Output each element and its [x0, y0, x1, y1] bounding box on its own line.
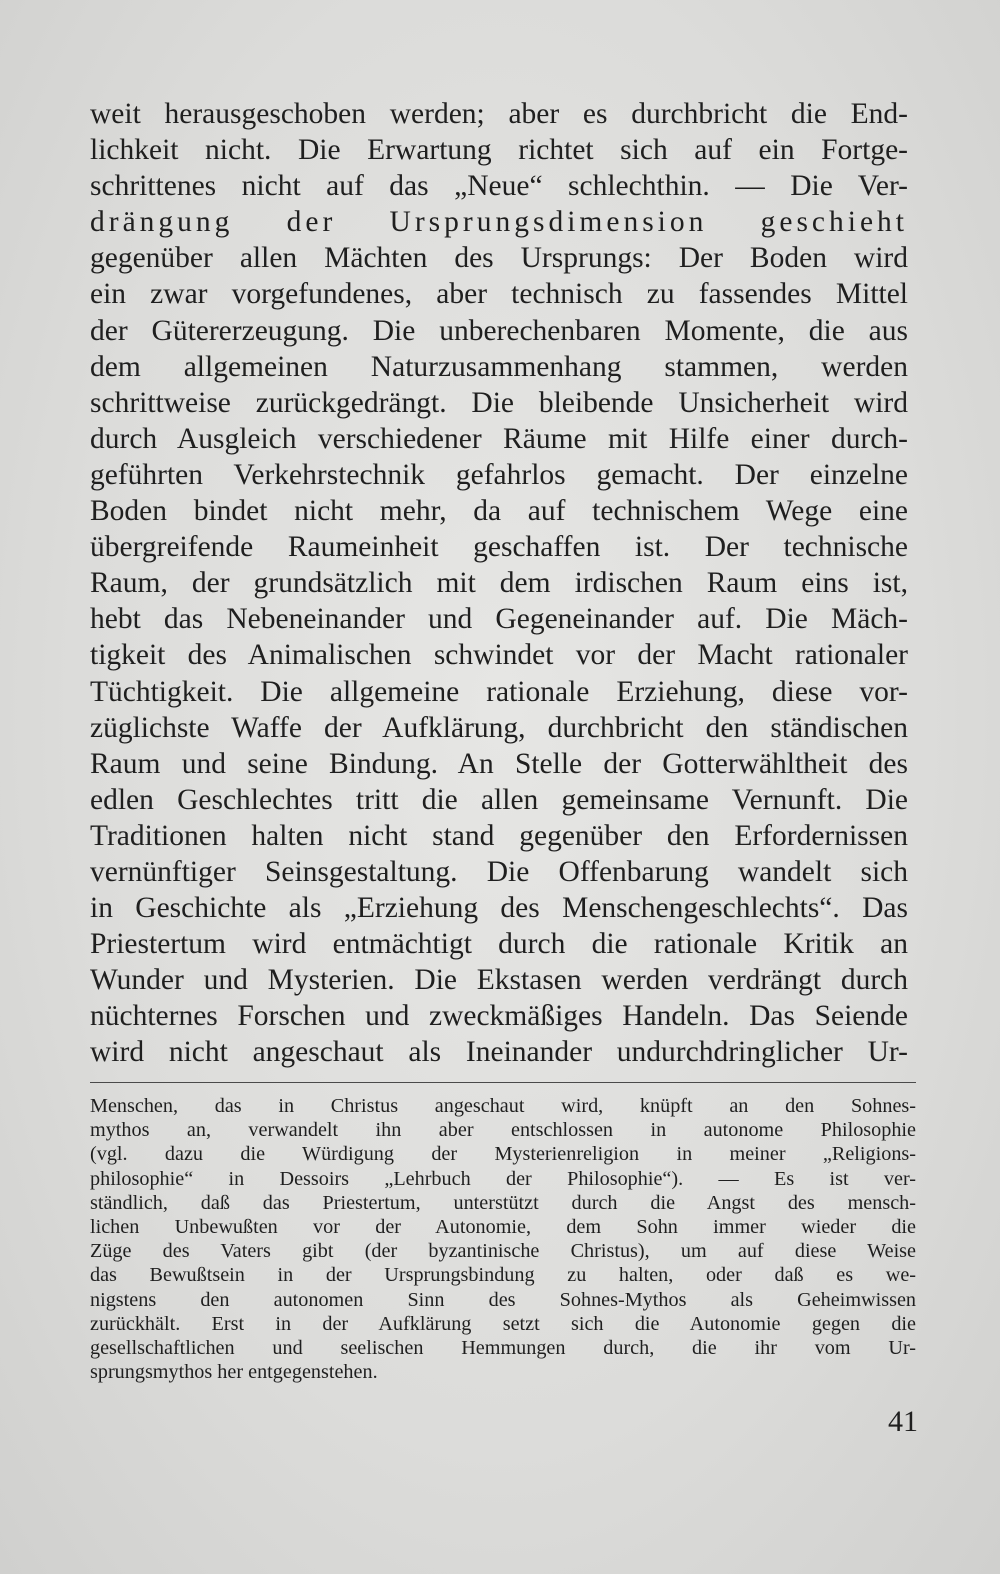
footnote-line: Züge des Vaters gibt (der byzantinische Christus), um auf diese Weise — [90, 1240, 916, 1263]
text-line: Raum und seine Bindung. An Stelle der Gotterwähltheit des — [90, 747, 908, 780]
footnote-line: nigstens den autonomen Sinn des Sohnes-Mythos als Geheimwissen — [90, 1288, 916, 1311]
footnote-line: sprungsmythos her entgegenstehen. — [90, 1361, 378, 1384]
footnote-line: gesellschaftlichen und seelischen Hemmungen durch, die ihr vom Ur- — [90, 1336, 916, 1359]
text-line: Raum, der grundsätzlich mit dem irdischen Raum eins ist, — [90, 567, 908, 600]
footnote-divider — [90, 1082, 916, 1083]
text-line: Traditionen halten nicht stand gegenüber den Erfordernissen — [90, 819, 908, 852]
text-line: Tüchtigkeit. Die allgemeine rationale Erziehung, diese vor- — [90, 675, 908, 708]
text-line: Priestertum wird entmächtigt durch die rationale Kritik an — [90, 928, 908, 961]
text-line: der Gütererzeugung. Die unberechenbaren Momente, die aus — [90, 314, 908, 347]
text-line: gegenüber allen Mächten des Ursprungs: Der Boden wird — [90, 242, 908, 275]
text-line: vernünftiger Seinsgestaltung. Die Offenbarung wandelt sich — [90, 855, 908, 888]
text-line: geführten Verkehrstechnik gefahrlos gemacht. Der einzelne — [90, 458, 908, 491]
text-line: in Geschichte als „Erziehung des Menschengeschlechts“. Das — [90, 892, 908, 925]
footnote-line: lichen Unbewußten vor der Autonomie, dem Sohn immer wieder die — [90, 1215, 916, 1238]
footnote-line: das Bewußtsein in der Ursprungsbindung zu halten, oder daß es we- — [90, 1264, 916, 1287]
text-line: weit herausgeschoben werden; aber es durchbricht die End- — [90, 98, 908, 130]
footnote-block — [90, 1094, 916, 1384]
text-line: drängung der Ursprungsdimension geschieht — [90, 206, 908, 239]
text-line: schrittweise zurückgedrängt. Die bleibende Unsicherheit wird — [90, 386, 908, 419]
text-line: schrittenes nicht auf das „Neue“ schlechthin. — Die Ver- — [90, 170, 908, 203]
text-line: Wunder und Mysterien. Die Ekstasen werden verdrängt durch — [90, 964, 908, 997]
footnote-line: (vgl. dazu die Würdigung der Mysterienreligion in meiner „Religions- — [90, 1143, 916, 1166]
text-line: nüchternes Forschen und zweckmäßiges Handeln. Das Seiende — [90, 1000, 908, 1033]
text-line: edlen Geschlechtes tritt die allen gemeinsame Vernunft. Die — [90, 783, 908, 816]
text-line: ein zwar vorgefundenes, aber technisch zu fassendes Mittel — [90, 278, 908, 311]
text-line: übergreifende Raumeinheit geschaffen ist. Der technische — [90, 531, 908, 564]
text-line: lichkeit nicht. Die Erwartung richtet sich auf ein Fortge- — [90, 134, 908, 167]
footnote-line: ständlich, daß das Priestertum, unterstützt durch die Angst des mensch- — [90, 1191, 916, 1214]
text-line: durch Ausgleich verschiedener Räume mit Hilfe einer durch- — [90, 422, 908, 455]
text-line: dem allgemeinen Naturzusammenhang stammen, werden — [90, 350, 908, 383]
page-number: 41 — [888, 1405, 918, 1438]
text-line: tigkeit des Animalischen schwindet vor der Macht rationaler — [90, 639, 908, 672]
footnote-line: philosophie“ in Dessoirs „Lehrbuch der Philosophie“). — Es ist ver- — [90, 1167, 916, 1190]
text-line: züglichste Waffe der Aufklärung, durchbricht den ständischen — [90, 711, 908, 744]
footnote-line: Menschen, das in Christus angeschaut wird, knüpft an den Sohnes- — [90, 1095, 916, 1117]
text-line: Boden bindet nicht mehr, da auf technischem Wege eine — [90, 495, 908, 528]
main-text-block — [90, 96, 908, 1071]
text-line: hebt das Nebeneinander und Gegeneinander auf. Die Mäch- — [90, 603, 908, 636]
footnote-line: mythos an, verwandelt ihn aber entschlossen in autonome Philosophie — [90, 1119, 916, 1142]
footnote-line: zurückhält. Erst in der Aufklärung setzt sich die Autonomie gegen die — [90, 1312, 916, 1335]
text-line: wird nicht angeschaut als Ineinander undurchdringlicher Ur- — [90, 1036, 908, 1069]
